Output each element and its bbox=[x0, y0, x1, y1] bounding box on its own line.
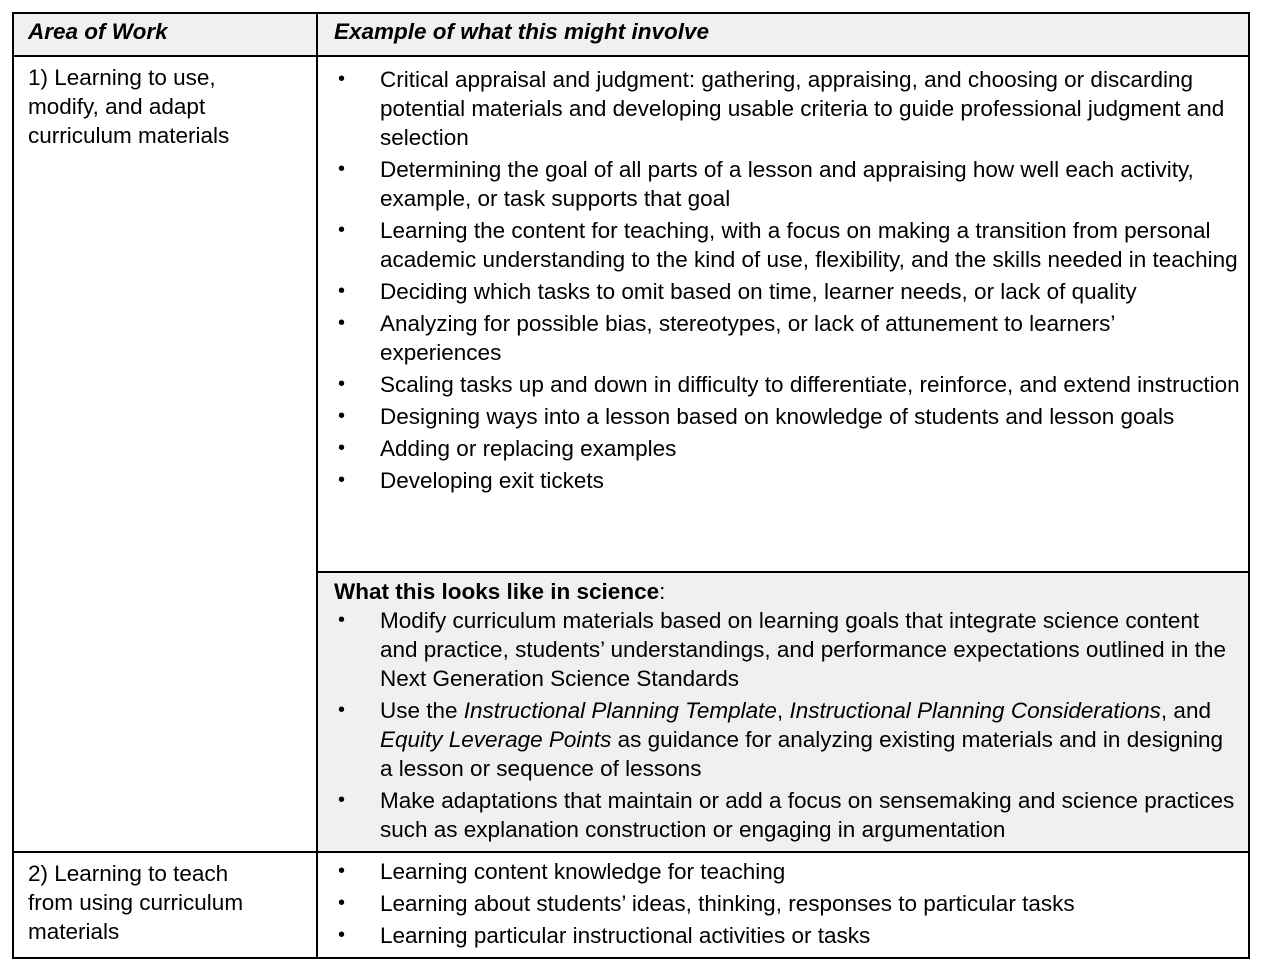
list-item: • Critical appraisal and judgment: gathering, appraising, and choosing or discarding potential materials and developing usable criteria to guide professional judgment and selection bbox=[338, 67, 1225, 150]
science-bullet-list bbox=[334, 606, 1240, 844]
bullet-list bbox=[334, 857, 1240, 950]
area-line: from using curriculum bbox=[28, 890, 244, 915]
area-cell-1 bbox=[13, 56, 317, 852]
bullet-icon: • bbox=[338, 860, 346, 882]
table-header-row bbox=[13, 13, 1249, 56]
bullet-icon: • bbox=[338, 789, 346, 811]
bullet-icon: • bbox=[338, 158, 346, 180]
science-cell bbox=[317, 572, 1249, 852]
examples-cell-2 bbox=[317, 852, 1249, 958]
list-item: • Learning content knowledge for teaching bbox=[338, 859, 786, 884]
list-item: • Modify curriculum materials based on learning goals that integrate science content and practice, students’ understandings, and performance expectations outlined in the Next Generation Science Standards bbox=[338, 608, 1226, 691]
bullet-icon: • bbox=[338, 219, 346, 241]
list-item: • Learning particular instructional activities or tasks bbox=[338, 923, 871, 948]
bullet-icon: • bbox=[338, 892, 346, 914]
bullet-list bbox=[334, 65, 1240, 495]
bullet-icon: • bbox=[338, 469, 346, 491]
list-item: • Designing ways into a lesson based on knowledge of students and lesson goals bbox=[338, 404, 1175, 429]
list-item: • Analyzing for possible bias, stereotypes, or lack of attunement to learners’ experiences bbox=[338, 311, 1115, 365]
list-item: • Developing exit tickets bbox=[338, 468, 604, 493]
bullet-icon: • bbox=[338, 924, 346, 946]
list-item: • Learning the content for teaching, with a focus on making a transition from personal academic understanding to the kind of use, flexibility, and the skills needed in teaching bbox=[338, 218, 1238, 272]
list-item: • Adding or replacing examples bbox=[338, 436, 677, 461]
bullet-icon: • bbox=[338, 405, 346, 427]
bullet-icon: • bbox=[338, 312, 346, 334]
header-area-of-work: Area of Work bbox=[13, 13, 317, 56]
examples-cell-1 bbox=[317, 56, 1249, 572]
bullet-icon: • bbox=[338, 68, 346, 90]
science-heading: What this looks like in science: bbox=[334, 579, 666, 604]
list-item: • Learning about students’ ideas, thinking, responses to particular tasks bbox=[338, 891, 1075, 916]
table-row bbox=[13, 852, 1249, 958]
area-line: 2) Learning to teach bbox=[28, 861, 229, 886]
area-cell-2 bbox=[13, 852, 317, 958]
header-example: Example of what this might involve bbox=[317, 13, 1249, 56]
bullet-icon: • bbox=[338, 437, 346, 459]
list-item: • Determining the goal of all parts of a lesson and appraising how well each activity, example, or task supports that goal bbox=[338, 157, 1194, 211]
area-line: curriculum materials bbox=[28, 123, 230, 148]
area-line: modify, and adapt bbox=[28, 94, 206, 119]
table-row bbox=[13, 56, 1249, 572]
list-item: • Scaling tasks up and down in difficulty to differentiate, reinforce, and extend instruction bbox=[338, 372, 1240, 397]
bullet-icon: • bbox=[338, 373, 346, 395]
bullet-icon: • bbox=[338, 609, 346, 631]
list-item: • Deciding which tasks to omit based on time, learner needs, or lack of quality bbox=[338, 279, 1137, 304]
bullet-icon: • bbox=[338, 280, 346, 302]
bullet-icon: • bbox=[338, 699, 346, 721]
area-line: materials bbox=[28, 919, 120, 944]
list-item: • Use the Instructional Planning Template, Instructional Planning Considerations, and Equity Leverage Points as guidance for analyzing existing materials and in designing a lesson or sequence of lessons bbox=[338, 698, 1224, 781]
area-line: 1) Learning to use, bbox=[28, 65, 216, 90]
list-item: • Make adaptations that maintain or add a focus on sensemaking and science practices such as explanation construction or engaging in argumentation bbox=[338, 788, 1235, 842]
curriculum-work-table bbox=[12, 12, 1250, 959]
